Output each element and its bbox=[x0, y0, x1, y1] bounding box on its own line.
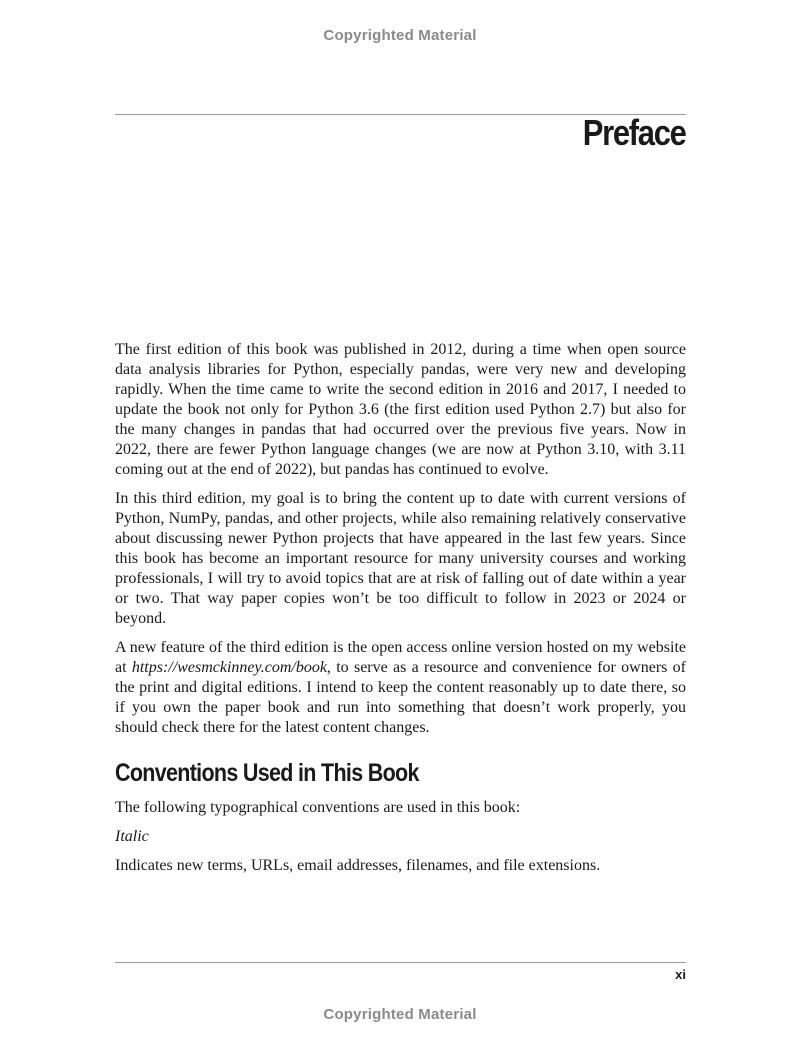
convention-term-italic: Italic bbox=[115, 828, 149, 845]
footer-rule bbox=[115, 962, 686, 963]
paragraph-first-edition: The first edition of this book was published in 2012, during a time when open source data analysis libraries for Python, especially pandas, were very new and developing rapidly. When the time came to write the second edition in 2016 and 2017, I needed to update the book not only for Python 3.6 (the first edition used Python 2.7) but also for the many changes in pandas that had occurred over the previous five years. Now in 2022, there are fewer Python language changes (we are now at Python 3.10, with 3.11 coming out at the end of 2022), but pandas has continued to evolve. bbox=[115, 341, 686, 478]
page-body bbox=[115, 340, 686, 885]
paragraph-online-version bbox=[115, 638, 686, 738]
chapter-title: Preface bbox=[583, 112, 686, 153]
conventions-intro: The following typographical conventions are used in this book: bbox=[115, 799, 521, 816]
copyright-watermark-bottom: Copyrighted Material bbox=[323, 1006, 477, 1023]
paragraph-online-text-end: , to serve as a resource and convenience for owners of the print and digital editions. I intend to keep the content reasonably up to date there, so if you own the paper book and run into something that doesn’t work properly, you should check there for the latest content changes. bbox=[115, 659, 687, 736]
paragraph-online-text-start: A new feature of the third edition is the open access online version hosted on my website at bbox=[115, 639, 686, 676]
section-heading-conventions: Conventions Used in This Book bbox=[115, 759, 419, 787]
book-url-link[interactable]: https://wesmckinney.com/book bbox=[131, 659, 327, 676]
copyright-watermark-top: Copyrighted Material bbox=[323, 27, 477, 44]
convention-definition-italic: Indicates new terms, URLs, email addresses, filenames, and file extensions. bbox=[115, 857, 601, 874]
paragraph-third-edition-goal: In this third edition, my goal is to bring the content up to date with current versions of Python, NumPy, pandas, and other projects, while also remaining relatively conservative about discussing newer Python projects that have appeared in the last few years. Since this book has become an important resource for many university courses and working professionals, I will try to avoid topics that are at risk of falling out of date within a year or two. That way paper copies won’t be too difficult to follow in 2023 or 2024 or beyond. bbox=[115, 490, 686, 627]
page-number: xi bbox=[675, 967, 686, 982]
